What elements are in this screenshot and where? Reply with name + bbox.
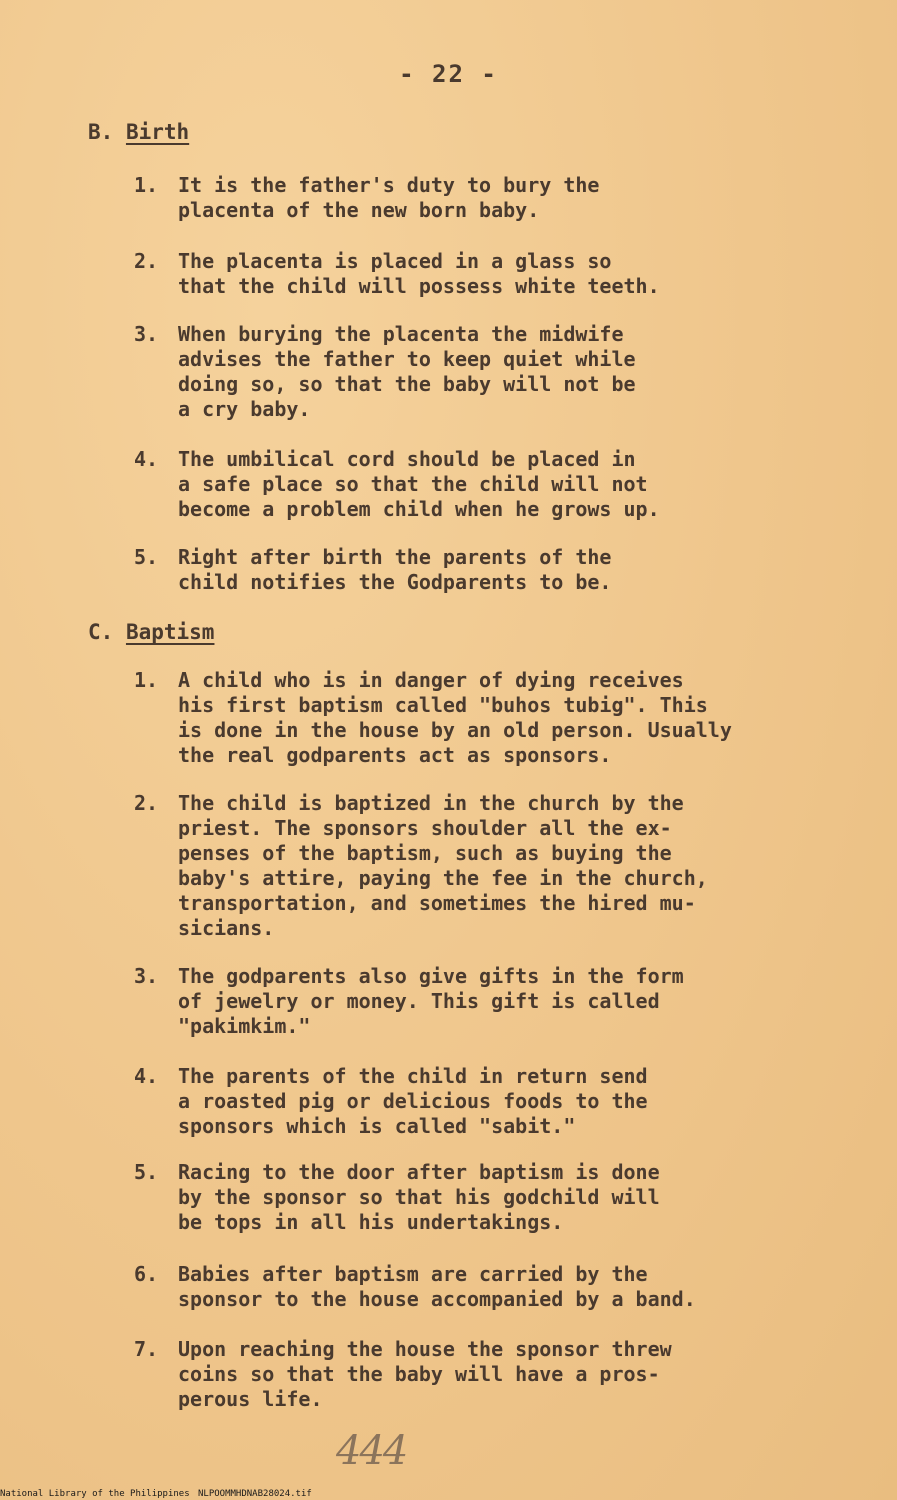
footer-filename: NLPOOMMHDNAB28024.tif <box>198 1489 312 1499</box>
item-line: Right after birth the parents of the <box>178 545 612 569</box>
scan-footer <box>0 1489 312 1499</box>
item-line: advises the father to keep quiet while <box>178 347 636 371</box>
footer-library: National Library of the Philippines <box>0 1489 190 1499</box>
list-item <box>134 668 874 768</box>
list-item <box>134 173 874 223</box>
item-line: child notifies the Godparents to be. <box>178 570 612 594</box>
item-line: a safe place so that the child will not <box>178 472 648 496</box>
item-line: The parents of the child in return send <box>178 1064 648 1088</box>
item-line: that the child will possess white teeth. <box>178 274 660 298</box>
item-number: 7. <box>134 1337 159 1361</box>
item-text <box>178 668 868 768</box>
item-line: his first baptism called "buhos tubig". This <box>178 693 708 717</box>
item-line: become a problem child when he grows up. <box>178 497 660 521</box>
item-line: Racing to the door after baptism is done <box>178 1160 660 1184</box>
item-number: 5. <box>134 545 159 569</box>
item-number: 5. <box>134 1160 159 1184</box>
item-number: 3. <box>134 964 159 988</box>
item-text <box>178 447 868 522</box>
item-line: priest. The sponsors shoulder all the ex- <box>178 816 672 840</box>
item-line: The godparents also give gifts in the form <box>178 964 684 988</box>
item-number: 2. <box>134 249 159 273</box>
item-text <box>178 173 868 223</box>
item-line: transportation, and sometimes the hired mu- <box>178 891 696 915</box>
section-title: Birth <box>125 120 190 144</box>
item-line: A child who is in danger of dying receives <box>178 668 684 692</box>
item-number: 6. <box>134 1262 159 1286</box>
item-line: baby's attire, paying the fee in the church, <box>178 866 708 890</box>
item-line: coins so that the baby will have a pros- <box>178 1362 660 1386</box>
handwritten-page-note: 444 <box>336 1428 407 1474</box>
item-text <box>178 322 868 422</box>
item-number: 4. <box>134 447 159 471</box>
section-letter: B. <box>88 120 114 144</box>
item-line: It is the father's duty to bury the <box>178 173 600 197</box>
item-text <box>178 1064 868 1139</box>
section-heading-baptism <box>88 620 214 644</box>
item-line: When burying the placenta the midwife <box>178 322 624 346</box>
item-line: Upon reaching the house the sponsor threw <box>178 1337 672 1361</box>
item-line: placenta of the new born baby. <box>178 198 540 222</box>
item-line: is done in the house by an old person. Usually <box>178 718 732 742</box>
item-line: a cry baby. <box>178 397 311 421</box>
item-line: by the sponsor so that his godchild will <box>178 1185 660 1209</box>
item-line: "pakimkim." <box>178 1014 311 1038</box>
item-line: perous life. <box>178 1387 323 1411</box>
item-number: 1. <box>134 173 159 197</box>
item-number: 2. <box>134 791 159 815</box>
item-text <box>178 791 868 941</box>
item-text <box>178 1262 868 1312</box>
item-line: the real godparents act as sponsors. <box>178 743 612 767</box>
item-line: doing so, so that the baby will not be <box>178 372 636 396</box>
item-line: be tops in all his undertakings. <box>178 1210 564 1234</box>
list-item <box>134 1160 874 1235</box>
item-number: 3. <box>134 322 159 346</box>
section-letter: C. <box>88 620 114 644</box>
item-line: The child is baptized in the church by the <box>178 791 684 815</box>
item-text <box>178 1160 868 1235</box>
item-line: a roasted pig or delicious foods to the <box>178 1089 648 1113</box>
item-line: The umbilical cord should be placed in <box>178 447 636 471</box>
item-number: 4. <box>134 1064 159 1088</box>
section-heading-birth <box>88 120 189 144</box>
list-item <box>134 1337 874 1412</box>
list-item <box>134 545 874 595</box>
item-text <box>178 249 868 299</box>
item-line: sicians. <box>178 916 275 940</box>
list-item <box>134 1064 874 1139</box>
item-line: of jewelry or money. This gift is called <box>178 989 660 1013</box>
page-number: - 22 - <box>399 60 498 88</box>
item-text <box>178 1337 868 1412</box>
item-line: penses of the baptism, such as buying the <box>178 841 672 865</box>
item-number: 1. <box>134 668 159 692</box>
item-line: sponsors which is called "sabit." <box>178 1114 576 1138</box>
list-item <box>134 447 874 522</box>
item-text <box>178 545 868 595</box>
item-text <box>178 964 868 1039</box>
list-item <box>134 791 874 941</box>
section-title: Baptism <box>125 620 215 644</box>
list-item <box>134 1262 874 1312</box>
item-line: The placenta is placed in a glass so <box>178 249 612 273</box>
list-item <box>134 322 874 422</box>
list-item <box>134 249 874 299</box>
list-item <box>134 964 874 1039</box>
item-line: Babies after baptism are carried by the <box>178 1262 648 1286</box>
item-line: sponsor to the house accompanied by a band. <box>178 1287 696 1311</box>
